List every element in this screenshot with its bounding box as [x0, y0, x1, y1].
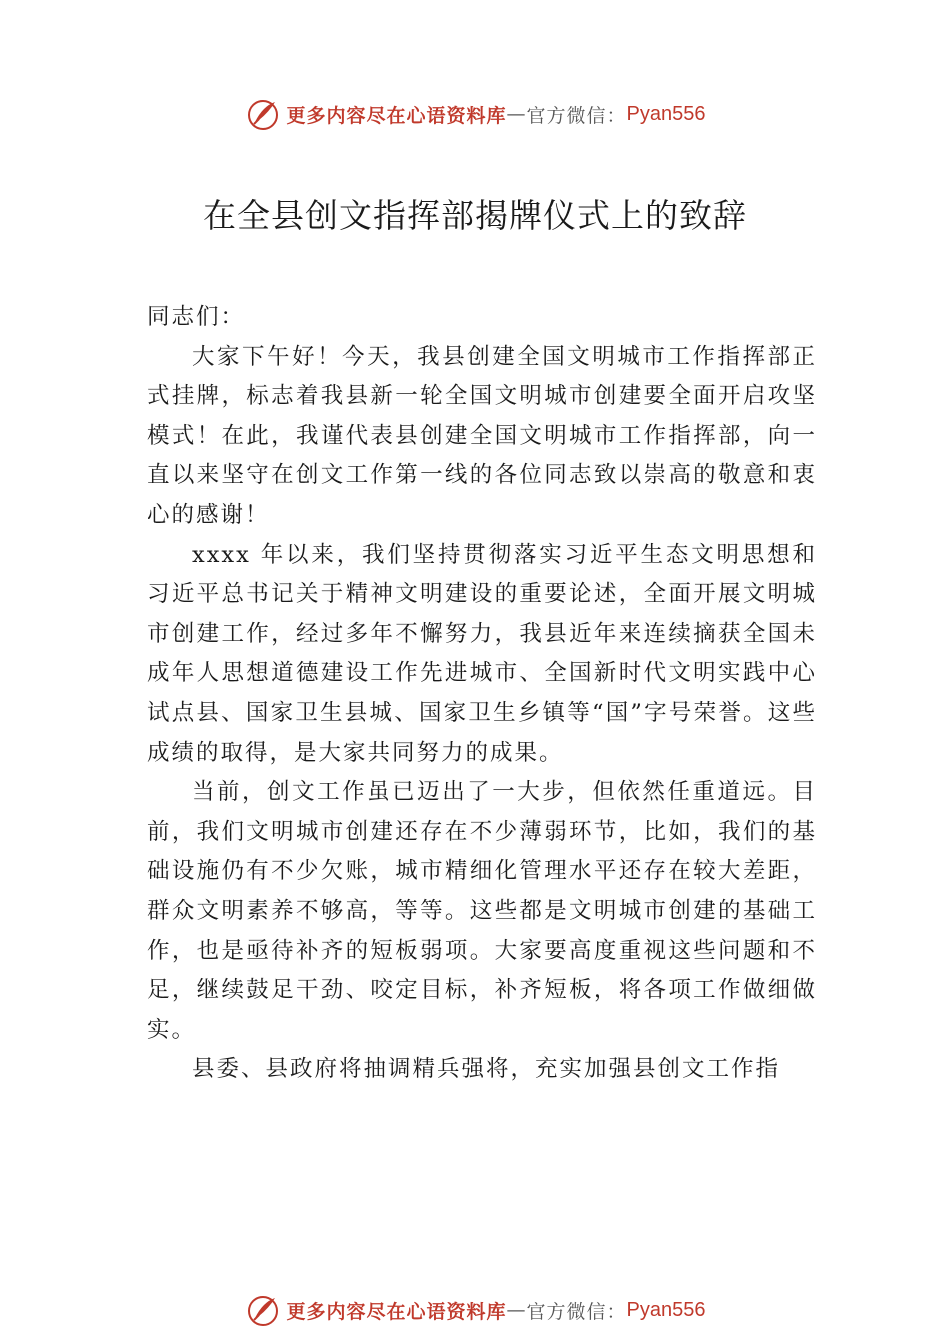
- salutation: 同志们：: [147, 304, 246, 330]
- banner-dash: —: [506, 103, 527, 125]
- paragraph: xxxx 年以来，我们坚持贯彻落实习近平生态文明思想和习近平总书记关于精神文明建设的重要论述，全面开展文明城市创建工作，经过多年不懈努力，我县近年来连续摘获全国未成年人思想道德建设工作先进城市、全国新时代文明实践中心试点县、国家卫生县城、国家卫生乡镇等“国”字号荣誉。这些成绩的取得，是大家共同努力的成果。: [147, 541, 817, 766]
- banner-wechat-label: 官方微信：: [526, 1300, 627, 1323]
- quill-pen-logo-icon: [245, 1292, 281, 1328]
- quill-pen-logo-icon: [245, 96, 281, 132]
- footer-banner: [0, 1290, 950, 1330]
- document-title: 在全县创文指挥部揭牌仪式上的致辞: [203, 196, 747, 235]
- banner-dash: —: [506, 1299, 527, 1321]
- paragraph: 县委、县政府将抽调精兵强将，充实加强县创文工作指: [192, 1056, 781, 1083]
- banner-promo-text: 更多内容尽在心语资料库: [286, 1300, 507, 1323]
- document-body: [147, 298, 817, 1090]
- banner-promo-text: 更多内容尽在心语资料库: [286, 104, 507, 127]
- banner-wechat-id: Pyan556: [626, 102, 706, 125]
- paragraph: 当前，创文工作虽已迈出了一大步，但依然任重道远。目前，我们文明城市创建还存在不少薄弱环节，比如，我们的基础设施仍有不少欠账，城市精细化管理水平还存在较大差距，群众文明素养不够高，等等。这些都是文明城市创建的基础工作，也是亟待补齐的短板弱项。大家要高度重视这些问题和不足，继续鼓足干劲、咬定目标，补齐短板，将各项工作做细做实。: [147, 779, 817, 1043]
- banner-wechat-label: 官方微信：: [526, 104, 627, 127]
- banner-wechat-id: Pyan556: [626, 1298, 706, 1321]
- header-banner: [0, 94, 950, 134]
- paragraph: 大家下午好！今天，我县创建全国文明城市工作指挥部正式挂牌，标志着我县新一轮全国文明城市创建要全面开启攻坚模式！在此，我谨代表县创建全国文明城市工作指挥部，向一直以来坚守在创文工作第一线的各位同志致以崇高的敬意和衷心的感谢！: [147, 343, 817, 528]
